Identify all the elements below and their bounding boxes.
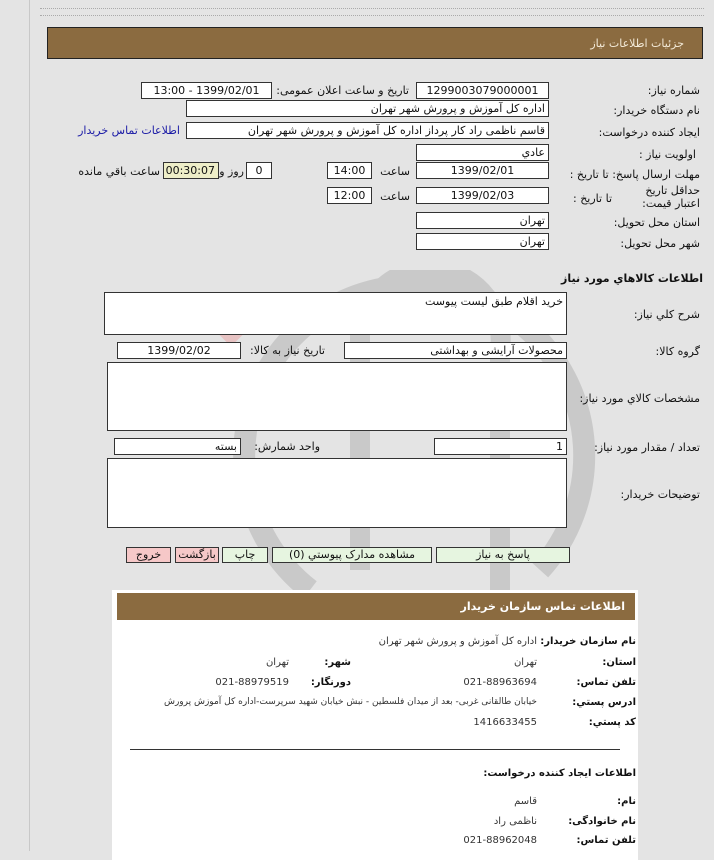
priority-label: اولویت نیاز :: [638, 148, 696, 161]
need-date-label: تاریخ نیاز به کالا:: [250, 344, 325, 357]
fax-value: 021-88979519: [215, 677, 289, 688]
province-value: تهران: [513, 657, 537, 668]
org-label: نام سازمان خریدار:: [540, 636, 636, 647]
back-button[interactable]: بازگشت: [175, 547, 219, 563]
creator-label: ایجاد کننده درخواست:: [598, 126, 700, 139]
postal-value: 1416633455: [473, 717, 537, 728]
creator-field[interactable]: قاسم ناظمی راد کار پرداز اداره کل آموزش و پرورش شهر تهران: [186, 122, 549, 139]
deadline-label: مهلت ارسال پاسخ: تا تاریخ :: [569, 168, 700, 181]
city-field[interactable]: تهران: [416, 233, 549, 250]
days-label: روز و: [219, 165, 244, 178]
page-header: [47, 27, 703, 59]
reply-button[interactable]: پاسخ به نیاز: [436, 547, 570, 563]
city-value: تهران: [265, 657, 289, 668]
creator-section-title: اطلاعات ایجاد کننده درخواست:: [483, 768, 636, 779]
buyer-org-label: نام دستگاه خریدار:: [613, 104, 700, 117]
qty-field[interactable]: 1: [434, 438, 567, 455]
creator-phone-value: 021-88962048: [463, 835, 537, 846]
print-button[interactable]: چاپ: [222, 547, 268, 563]
spec-textarea[interactable]: [107, 362, 567, 431]
province-label: استان:: [602, 657, 636, 668]
remaining-label: ساعت باقي مانده: [78, 165, 160, 178]
validity-label: حداقل تاریخ اعتبار قیمت:: [642, 184, 700, 210]
postal-label: کد پستي:: [588, 717, 636, 728]
phone-label: تلفن تماس:: [576, 677, 636, 688]
contact-card: [112, 590, 638, 860]
deadline-date-field[interactable]: 1399/02/01: [416, 162, 549, 179]
address-value: خیابان طالقانی غربی- بعد از میدان فلسطین - نبش خیابان شهید سرپرست-اداره کل آموزش پرورش: [163, 697, 537, 707]
name-value: قاسم: [514, 796, 537, 807]
creator-phone-label: تلفن تماس:: [576, 835, 636, 846]
family-label: نام خانوادگی:: [568, 816, 636, 827]
validity-to-label: تا تاریخ :: [573, 192, 612, 205]
announce-field[interactable]: 1399/02/01 - 13:00: [141, 82, 272, 99]
need-number-label: شماره نیاز:: [647, 84, 700, 97]
org-value: اداره کل آموزش و پرورش شهر تهران: [378, 636, 537, 647]
unit-label: واحد شمارش:: [254, 440, 320, 453]
fax-label: دورنگار:: [310, 677, 351, 688]
city-label: شهر محل تحویل:: [620, 237, 700, 250]
desc-label: شرح کلي نیاز:: [633, 308, 700, 321]
province-label: استان محل تحویل:: [613, 216, 700, 229]
need-number-field[interactable]: 1299003079000001: [416, 82, 549, 99]
city-label: شهر:: [324, 657, 351, 668]
need-date-field[interactable]: 1399/02/02: [117, 342, 241, 359]
name-label: نام:: [617, 796, 636, 807]
address-label: ادرس پستي:: [572, 697, 636, 708]
group-field[interactable]: محصولات آرایشی و بهداشتی: [344, 342, 567, 359]
divider: [40, 8, 704, 16]
days-field[interactable]: 0: [246, 162, 272, 179]
contact-header: [117, 593, 635, 620]
province-field[interactable]: تهران: [416, 212, 549, 229]
deadline-time-field[interactable]: 14:00: [327, 162, 372, 179]
page-title: جزئیات اطلاعات نیاز: [590, 37, 684, 50]
validity-date-field[interactable]: 1399/02/03: [416, 187, 549, 204]
validity-time-field[interactable]: 12:00: [327, 187, 372, 204]
deadline-time-label: ساعت: [380, 165, 410, 178]
contact-title: اطلاعات تماس سازمان خریدار: [460, 600, 625, 613]
divider: [130, 749, 620, 750]
exit-button[interactable]: خروج: [126, 547, 171, 563]
group-label: گروه کالا:: [655, 345, 700, 358]
buyer-contact-link[interactable]: اطلاعات تماس خریدار: [78, 124, 180, 137]
buyer-notes-textarea[interactable]: [107, 458, 567, 528]
announce-label: تاریخ و ساعت اعلان عمومی:: [276, 84, 409, 97]
spec-label: مشخصات کالاي مورد نیاز:: [579, 392, 700, 405]
buyer-notes-label: توضیحات خریدار:: [620, 488, 700, 501]
priority-field[interactable]: عادي: [416, 144, 549, 161]
validity-time-label: ساعت: [380, 190, 410, 203]
unit-field[interactable]: بسته: [114, 438, 241, 455]
attachments-button[interactable]: مشاهده مدارک پیوستي (0): [272, 547, 432, 563]
buyer-org-field[interactable]: اداره کل آموزش و پرورش شهر تهران: [186, 100, 549, 117]
page-border: [29, 0, 30, 851]
remaining-timer: 00:30:07: [163, 162, 219, 179]
family-value: ناظمی راد: [493, 816, 537, 827]
phone-value: 021-88963694: [463, 677, 537, 688]
goods-section-title: اطلاعات کالاهاي مورد نیاز: [561, 272, 703, 285]
qty-label: تعداد / مقدار مورد نیاز:: [594, 441, 700, 454]
desc-textarea[interactable]: خرید اقلام طبق لیست پیوست: [104, 292, 567, 335]
